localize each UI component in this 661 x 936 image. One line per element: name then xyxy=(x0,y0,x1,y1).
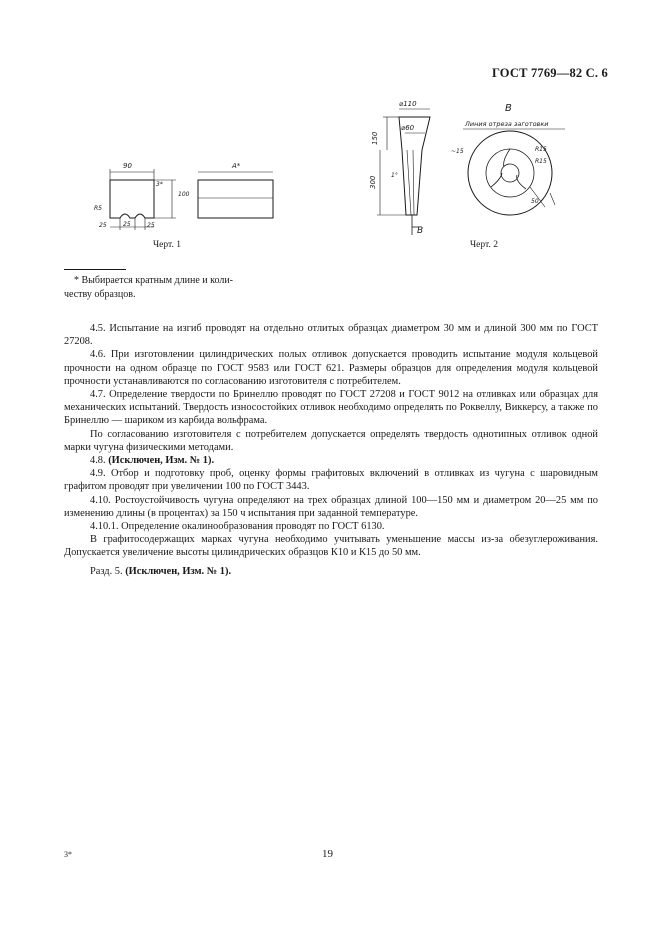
fig2-dim-r15-a: R15 xyxy=(535,146,547,153)
fig2-dim-top-dia: ⌀110 xyxy=(399,100,417,108)
fig2-dim-height-top: 150 xyxy=(371,131,379,145)
fig1-dim-width: 90 xyxy=(123,162,132,170)
fig2-section-outer-circle xyxy=(468,131,552,215)
body-text xyxy=(64,322,598,578)
paragraph-4-8 xyxy=(64,454,598,467)
fig2-dim-r15-b: R15 xyxy=(535,158,547,165)
paragraph-4-8-number: 4.8. xyxy=(90,455,106,467)
footnote xyxy=(64,274,304,302)
paragraph-4-10: 4.10. Ростоустойчивость чугуна определяют на трех образцах длиной 100—150 мм и диаметром 20—25 мм по изменению длины (в процентах) за 150 ч испытания при заданной температуре. xyxy=(64,494,598,519)
fig2-dim-taper: 1° xyxy=(391,172,398,179)
fig2-dim-inner-dia: ⌀60 xyxy=(401,124,415,132)
fig1-dim-height: 100 xyxy=(178,191,190,198)
fig1-dim-bottom-mid: 25 xyxy=(123,221,131,228)
fig1-side-view-outline xyxy=(198,180,273,218)
fig1-dim-radius: R5 xyxy=(94,205,102,212)
sheet-mark: 3* xyxy=(64,850,72,859)
footnote-divider xyxy=(64,269,126,270)
paragraph-4-10-1-note: В графитосодержащих марках чугуна необходимо учитывать уменьшение массы из-за обезуглероживания. Допускается увеличение высоты цилиндрических образцов К10 и К15 до 50 мм. xyxy=(64,534,598,559)
section-5-note xyxy=(64,565,598,578)
paragraph-4-6: 4.6. При изготовлении цилиндрических полых отливок допускается проводить испытание модуля кольцевой прочности на одном образце по ГОСТ 9583 или ГОСТ 621. Размеры образцов для определения модуля кольцевой прочности устанавливаются по согласованию изготовителя с потребителем. xyxy=(64,349,598,387)
footnote-line-1: * Выбирается кратным длине и коли- xyxy=(74,275,234,286)
fig2-section-mark: B xyxy=(417,226,424,236)
paragraph-4-5: 4.5. Испытание на изгиб проводят на отдельно отлитых образцах диаметром 30 мм и длиной 300 мм по ГОСТ 27208. xyxy=(64,323,598,348)
fig2-section-label: B xyxy=(505,103,512,114)
fig1-front-view-outline xyxy=(110,180,154,218)
fig2-dim-rib: 50 xyxy=(531,198,539,205)
paragraph-4-7: 4.7. Определение твердости по Бринеллю проводят по ГОСТ 27208 и ГОСТ 9012 на отливках или образцах для механических испытаний. Твердость износостойких отливок необходимо определять по Роквеллу, Виккерсу, а также по Бринеллю — шариком из карбида вольфрама. xyxy=(64,389,598,427)
footnote-line-2: честву образцов. xyxy=(64,289,136,300)
page-header-title: ГОСТ 7769—82 С. 6 xyxy=(491,66,608,80)
fig2-dim-height-total: 300 xyxy=(369,175,377,189)
paragraph-4-8-excluded: (Исключен, Изм. № 1). xyxy=(108,455,215,467)
fig1-dim-chamfer: 3* xyxy=(156,181,163,188)
paragraph-4-10-1: 4.10.1. Определение окалинообразования проводят по ГОСТ 6130. xyxy=(90,521,385,533)
fig2-cut-line-label: Линия отреза заготовки xyxy=(465,120,549,128)
figure-1-caption: Черт. 1 xyxy=(153,240,181,250)
fig1-dim-bottom-left: 25 xyxy=(99,222,107,229)
fig2-dim-slot: ~15 xyxy=(451,148,464,155)
figure-2-caption: Черт. 2 xyxy=(470,240,498,250)
paragraph-4-7-note: По согласованию изготовителя с потребителем допускается определять твердость однотипных отливок одной марки чугуна физическими методами. xyxy=(64,428,598,453)
figure-2-drawing xyxy=(355,95,580,240)
figure-1-drawing xyxy=(90,160,280,235)
paragraph-4-9: 4.9. Отбор и подготовку проб, оценку формы графитовых включений в отливках из чугуна с шаровидным графитом проводят при увеличении 100 по ГОСТ 3443. xyxy=(64,468,598,493)
section-5-excluded: (Исключен, Изм. № 1). xyxy=(125,565,232,577)
fig1-dim-bottom-right: 25 xyxy=(147,222,155,229)
section-5-label: Разд. 5. xyxy=(90,565,123,577)
page-number: 19 xyxy=(322,848,333,860)
fig1-dim-length: A* xyxy=(232,162,241,170)
